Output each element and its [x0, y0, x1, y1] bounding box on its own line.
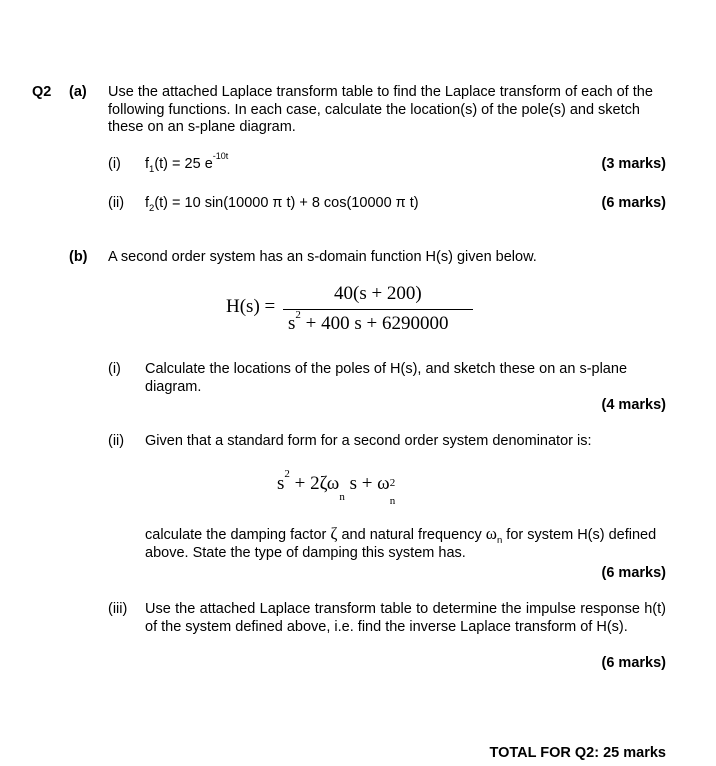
standard-form-equation: $s^2 + 2\zeta\omega_n$ s + ω 2 n	[277, 467, 396, 507]
part-a-intro: Use the attached Laplace transform table to find the Laplace transform of each of the following functions. In each case, calculate the location(s) of the pole(s) and sketch these on an s-plane diagram.	[108, 84, 653, 135]
damping-paragraph: calculate the damping factor ζ and natural frequency $\omega_n$ for system H(s) defined above. State the type of damping this system has.	[145, 524, 657, 561]
part-a-i-marks: (3 marks)	[601, 156, 666, 172]
part-b-iii-marks: (6 marks)	[601, 655, 666, 671]
part-b-intro: A second order system has an s-domain function H(s) given below.	[108, 249, 537, 265]
part-a-i-function: $f_1(t) = 25$ $e^{-10t}$	[145, 151, 229, 175]
part-b-label: (b)	[69, 249, 88, 265]
hs-lhs: H(s) =	[226, 296, 276, 317]
part-b-iii-number: (iii)	[108, 601, 128, 617]
part-b-iii-text: Use the attached Laplace transform table to determine the impulse response h(t) of the system defined above, i.e. find the inverse Laplace transform of H(s).	[145, 601, 666, 635]
question-number: Q2	[32, 84, 52, 100]
part-b-ii-marks: (6 marks)	[601, 565, 666, 581]
hs-fraction-bar	[283, 309, 473, 310]
part-a-ii-function: $f_2(t) = 10$ sin(10000 π t) + 8 cos(10000 π t)	[145, 195, 419, 214]
hs-numerator: 40(s + 200)	[334, 283, 422, 304]
part-b-ii-number: (ii)	[108, 433, 125, 449]
total-marks: TOTAL FOR Q2: 25 marks	[489, 745, 666, 761]
part-b-ii-text: Given that a standard form for a second order system denominator is:	[145, 433, 592, 449]
part-b-i-number: (i)	[108, 361, 121, 377]
part-b-i-text: Calculate the locations of the poles of H(s), and sketch these on an s-plane diagram.	[145, 361, 628, 395]
part-a-label: (a)	[69, 84, 87, 100]
part-a-ii-number: (ii)	[108, 195, 125, 211]
part-a-ii-marks: (6 marks)	[601, 195, 666, 211]
part-a-i-number: (i)	[108, 156, 121, 172]
hs-denominator: $s^2 + 400$ s + 6290000	[288, 308, 449, 334]
part-b-i-marks: (4 marks)	[601, 397, 666, 413]
